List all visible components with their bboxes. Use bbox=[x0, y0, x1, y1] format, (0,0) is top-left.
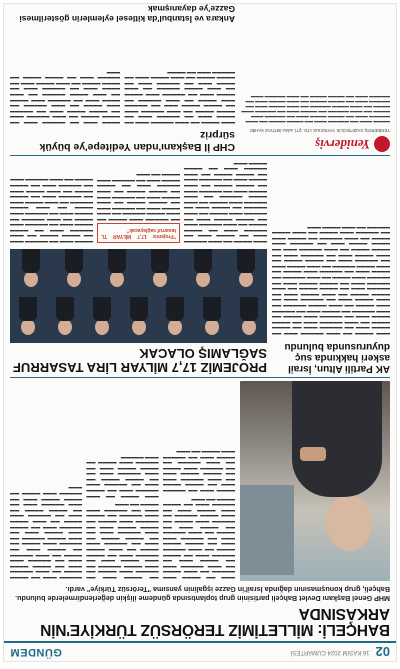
text-column: ▬▬▬ ▬▬▬▬ ▬▬ ▬▬▬ ▬▬▬▬▬ ▬▬▬ ▬▬ ▬▬▬▬ ▬▬▬ ▬▬ ▬▬▬▬▬ ▬▬▬ ▬▬ ▬▬▬▬ ▬▬▬▬ ▬▬ ▬▬▬ ▬▬▬▬▬ ▬▬▬ ▬▬ ▬▬▬▬ ▬▬▬▬ ▬▬▬ ▬▬ ▬▬▬▬▬ ▬▬▬ ▬▬▬▬ ▬▬ ▬▬▬ ▬▬▬▬▬ ▬▬ ▬▬▬▬ ▬▬▬ ▬▬ ▬▬▬▬▬ ▬▬▬ ▬▬▬▬ ▬▬ ▬▬▬ ▬▬▬▬ ▬▬▬▬▬ ▬▬ ▬▬▬ ▬▬▬▬ ▬▬▬ ▬▬ ▬▬▬▬▬ ▬▬▬ ▬▬ ▬▬▬▬ ▬▬▬▬ ▬▬ ▬▬▬ ▬▬▬▬ ▬▬▬ ▬▬ ▬▬▬▬▬ ▬▬▬ ▬▬ ▬▬▬▬ bbox=[124, 70, 235, 126]
text-column: "Projemiz 17,7 MİLYAR TL tasarruf sağlayacak" ▬▬ ▬▬▬▬▬ ▬▬▬ ▬▬▬▬ ▬▬ ▬▬▬ ▬▬▬▬ ▬▬▬▬▬ ▬▬ ▬▬▬ ▬▬▬▬ ▬▬▬ ▬▬ ▬▬▬▬▬ ▬▬▬ ▬▬ ▬▬▬▬ ▬▬▬▬ ▬▬ ▬▬▬ ▬▬▬▬ ▬▬▬ ▬▬ ▬▬▬▬▬ ▬▬▬ ▬▬ ▬▬▬▬ ▬▬▬▬ ▬▬ ▬▬▬ ▬▬▬▬▬ ▬▬▬ ▬▬ ▬▬▬▬ ▬▬▬▬ ▬▬▬ ▬▬ ▬▬▬▬▬ ▬▬▬ ▬▬▬▬ ▬▬ ▬▬▬ bbox=[97, 159, 180, 245]
side-story-body: ▬▬▬ ▬▬▬▬ ▬▬ ▬▬▬ ▬▬▬▬▬ ▬▬▬ ▬▬ ▬▬▬▬ ▬▬▬ ▬▬ ▬▬▬▬▬ ▬▬▬ ▬▬ ▬▬▬▬ ▬▬▬▬ ▬▬ ▬▬▬ ▬▬▬▬▬ ▬▬▬ ▬▬ ▬▬▬▬ ▬▬▬▬ ▬▬▬ ▬▬ ▬▬▬▬▬ ▬▬▬ ▬▬▬▬ ▬▬ ▬▬▬ ▬▬▬▬▬ ▬▬ ▬▬▬▬ ▬▬▬ ▬▬ ▬▬▬▬▬ ▬▬▬ ▬▬▬▬ ▬▬ ▬▬▬ ▬▬▬▬ ▬▬▬▬▬ ▬▬ ▬▬▬ ▬▬▬▬ ▬▬▬ ▬▬ ▬▬▬▬▬ ▬▬▬ ▬▬ ▬▬▬▬ ▬▬▬▬ ▬▬ ▬▬▬ ▬▬▬▬ ▬▬▬ ▬▬ ▬▬▬▬▬ ▬▬▬ ▬▬ ▬▬▬▬ ▬▬▬▬ ▬▬ ▬▬▬ ▬▬▬▬▬ ▬▬▬ ▬▬ ▬▬▬▬ ▬▬▬▬ ▬▬▬ ▬▬ ▬▬▬▬▬ ▬▬▬ ▬▬▬▬ ▬▬ ▬▬▬ ▬▬▬▬▬ ▬▬ ▬▬▬▬ ▬▬▬ ▬▬ ▬▬▬▬▬ ▬▬▬ ▬▬▬▬ ▬▬ ▬▬▬ ▬▬▬▬ ▬▬▬▬▬ ▬▬ ▬▬▬ ▬▬▬▬ ▬▬▬ ▬▬ ▬▬▬▬▬ ▬▬▬ ▬▬ ▬▬▬▬ ▬▬▬▬ ▬▬ ▬▬▬ ▬▬▬▬ ▬▬▬ ▬▬ ▬▬▬▬▬ ▬▬▬ ▬▬ ▬▬▬▬ ▬▬▬▬ ▬▬ ▬▬▬ ▬▬▬▬▬ ▬▬▬ ▬▬ ▬▬▬▬ ▬▬▬▬ ▬▬▬ ▬▬ ▬▬▬▬▬ ▬▬▬ ▬▬▬▬ ▬▬ ▬▬▬ ▬▬▬▬▬ ▬▬ ▬▬▬▬ ▬▬▬ ▬▬ ▬▬▬▬▬ ▬▬▬ ▬▬▬▬ ▬▬ ▬▬▬ ▬▬▬▬ ▬▬▬▬▬ ▬▬ ▬▬▬ ▬▬▬▬ ▬▬▬ bbox=[272, 225, 390, 337]
bottom-story-columns bbox=[10, 26, 235, 126]
lead-deck: MHP Genel Başkanı Devlet Bahçeli partisinin grup toplantısında gündeme ilişkin değerlendirmelerde bulundu. Bahçeli, grup konuşmasının dağında İsrail'in Gazze işgalinin yansıma "Terörsüz Türkiye" vardı. bbox=[15, 585, 390, 603]
masthead-bar bbox=[4, 641, 396, 661]
bottom-section bbox=[4, 4, 396, 152]
highlight-box bbox=[97, 223, 180, 243]
lead-headline: BAHÇELİ: MİLLETİMİZ TERÖRSÜZ TÜRKİYE'NİN ARKASINDA bbox=[40, 605, 390, 638]
text-column: ▬▬▬ ▬▬▬▬ ▬▬ ▬▬▬ ▬▬▬▬▬ ▬▬▬ ▬▬ ▬▬▬▬ ▬▬▬ ▬▬ ▬▬▬▬▬ ▬▬▬ ▬▬ ▬▬▬▬ ▬▬▬▬ ▬▬ ▬▬▬ ▬▬▬▬▬ ▬▬▬ ▬▬ ▬▬▬▬ ▬▬▬▬ ▬▬▬ ▬▬ ▬▬▬▬▬ ▬▬▬ ▬▬▬▬ ▬▬ ▬▬▬ ▬▬▬▬▬ ▬▬ ▬▬▬▬ ▬▬▬ ▬▬ ▬▬▬▬▬ ▬▬▬ ▬▬▬▬ ▬▬ ▬▬▬ ▬▬▬▬ ▬▬▬▬▬ ▬▬ ▬▬▬ ▬▬▬▬ ▬▬▬ ▬▬ ▬▬▬▬▬ ▬▬▬ ▬▬ ▬▬▬▬ ▬▬▬▬ ▬▬ ▬▬▬ ▬▬▬▬ ▬▬▬ ▬▬ ▬▬▬▬▬ ▬▬▬ ▬▬ ▬▬▬▬ ▬▬▬▬ ▬▬ ▬▬▬ ▬▬▬▬▬ ▬▬▬ ▬▬ ▬▬▬▬ ▬▬▬▬ ▬▬▬ bbox=[184, 161, 267, 245]
center-story-headline: PROJEMİZ 17,7 MİLYAR LİRA TASARRUF SAĞLAMIŞ OLACAK bbox=[12, 346, 267, 375]
lead-text-columns bbox=[10, 381, 235, 581]
middle-section bbox=[4, 159, 396, 374]
publisher-logo bbox=[240, 136, 390, 152]
side-story-headline: AK Partili Altun, İsrail askeri hakkında suç duyurusunda bulundu bbox=[284, 341, 390, 374]
logo-wordmark: Yeniderviş bbox=[315, 137, 370, 152]
divider bbox=[10, 155, 390, 156]
issue-date: 16 KASIM 2024 CUMARTESİ bbox=[290, 649, 370, 655]
side-story bbox=[272, 159, 390, 374]
highlight-box-title: "Projemiz 17,7 MİLYAR TL tasarruf sağlayacak" bbox=[101, 227, 176, 239]
center-story-columns bbox=[10, 159, 267, 245]
text-column: ▬▬ ▬▬▬▬ ▬▬▬ ▬▬ ▬▬▬▬▬ ▬▬▬ ▬▬▬▬ ▬▬ ▬▬▬ ▬▬▬▬ ▬▬▬▬▬ ▬▬ ▬▬▬ ▬▬▬▬ ▬▬▬ ▬▬ ▬▬▬▬▬ ▬▬▬ ▬▬ ▬▬▬▬ ▬▬▬▬ ▬▬ ▬▬▬ ▬▬▬▬ ▬▬▬ ▬▬ ▬▬▬▬▬ ▬▬▬ ▬▬ ▬▬▬▬ ▬▬▬▬ ▬▬ ▬▬▬ ▬▬▬▬▬ ▬▬▬ ▬▬ ▬▬▬▬ ▬▬▬▬ ▬▬▬ ▬▬ ▬▬▬▬▬ ▬▬▬ ▬▬▬▬ ▬▬ ▬▬▬ ▬▬▬▬▬ ▬▬ ▬▬▬▬ ▬▬▬ ▬▬ ▬▬▬▬▬ ▬▬▬ ▬▬▬▬ ▬▬ ▬▬▬ ▬▬▬ ▬▬▬▬ ▬▬ ▬▬▬ ▬▬▬▬▬ ▬▬▬ ▬▬ ▬▬▬▬ ▬▬▬ ▬▬ ▬▬▬▬▬ ▬▬▬ ▬▬ ▬▬▬▬ ▬▬▬▬ ▬▬ ▬▬▬ ▬▬▬▬▬ ▬▬▬ ▬▬ ▬▬▬▬ ▬▬▬▬ ▬▬▬ ▬▬ ▬▬▬▬▬ ▬▬▬ ▬▬▬▬ ▬▬ ▬▬▬ ▬▬▬▬▬ bbox=[86, 455, 159, 581]
lead-body bbox=[4, 381, 396, 581]
center-story bbox=[10, 159, 267, 374]
text-column: ▬▬▬▬▬ ▬▬▬ ▬▬ ▬▬▬▬ ▬▬▬▬ ▬▬ ▬▬▬ ▬▬▬▬▬ ▬▬▬ ▬▬ ▬▬▬▬ ▬▬▬▬ ▬▬▬ ▬▬ ▬▬▬▬▬ ▬▬▬ ▬▬▬▬ ▬▬ ▬▬▬ ▬▬▬▬▬ ▬▬ ▬▬▬▬ ▬▬▬ ▬▬ ▬▬▬▬▬ ▬▬▬ ▬▬▬▬ ▬▬ ▬▬▬ ▬▬▬▬ ▬▬▬▬▬ ▬▬ ▬▬▬ ▬▬▬▬ ▬▬▬ ▬▬ ▬▬▬▬▬ ▬▬▬ ▬▬ ▬▬▬▬ ▬▬▬▬ ▬▬ ▬▬▬ ▬▬▬▬ ▬▬▬ ▬▬ ▬▬▬▬▬ ▬▬▬ ▬▬ ▬▬▬▬ ▬▬▬▬ ▬▬ ▬▬▬ ▬▬▬▬▬ ▬▬▬ ▬▬ ▬▬▬▬ ▬▬▬▬ ▬▬▬ ▬▬ ▬▬▬▬▬ ▬▬▬ ▬▬▬▬ ▬▬ ▬▬▬ bbox=[10, 486, 83, 581]
text-column: ▬▬▬▬ ▬▬▬ ▬▬ ▬▬▬▬▬ ▬▬▬ ▬▬ ▬▬▬▬ ▬▬▬▬ ▬▬ ▬▬▬ ▬▬▬▬▬ ▬▬▬ ▬▬ ▬▬▬▬ ▬▬▬▬ ▬▬▬ ▬▬ ▬▬▬▬▬ ▬▬▬ ▬▬▬▬ ▬▬ ▬▬▬ ▬▬▬▬▬ ▬▬ ▬▬▬▬ ▬▬▬ ▬▬ ▬▬▬▬▬ ▬▬▬ ▬▬▬▬ ▬▬ ▬▬▬ ▬▬▬▬ ▬▬▬▬▬ ▬▬ ▬▬▬ ▬▬▬▬ ▬▬▬ ▬▬ ▬▬▬▬▬ ▬▬▬ ▬▬ ▬▬▬▬ ▬▬▬▬ ▬▬ ▬▬▬ ▬▬▬▬ ▬▬▬ ▬▬ ▬▬▬▬▬ ▬▬▬ ▬▬ ▬▬▬▬ ▬▬▬▬ ▬▬ ▬▬▬ bbox=[10, 70, 121, 126]
logo-mark-icon bbox=[374, 136, 390, 152]
bottom-story-headline: CHP İl Başkanı'ndan Yeditepe'ye büyük sürpriz bbox=[39, 129, 235, 153]
imprint-text: YENİDERVİŞ GAZETECİLİK YAYINCILIK LTD. ŞTİ. adına İMTİYAZ SAHİBİ bbox=[250, 128, 390, 133]
divider bbox=[10, 377, 390, 378]
group-photo bbox=[10, 249, 267, 343]
newspaper-page bbox=[4, 4, 396, 661]
text-column: ▬▬▬▬ ▬▬▬ ▬▬ ▬▬▬▬▬ ▬▬▬ ▬▬ ▬▬▬▬ ▬▬▬▬ ▬▬ ▬▬▬ ▬▬▬▬▬ ▬▬▬ ▬▬ ▬▬▬▬ ▬▬▬▬ ▬▬▬ ▬▬ ▬▬▬▬▬ ▬▬▬ ▬▬▬▬ ▬▬ ▬▬▬ ▬▬▬▬▬ ▬▬ ▬▬▬▬ ▬▬▬ ▬▬ ▬▬▬▬▬ ▬▬▬ ▬▬▬▬ ▬▬ ▬▬▬ ▬▬▬▬ ▬▬▬▬▬ ▬▬ ▬▬▬ ▬▬▬▬ ▬▬▬ ▬▬ ▬▬▬▬▬ ▬▬▬ ▬▬ ▬▬▬▬ ▬▬▬▬ ▬▬ ▬▬▬ ▬▬▬▬ ▬▬▬ ▬▬ ▬▬▬▬▬ ▬▬▬ ▬▬ ▬▬▬▬ ▬▬▬▬ ▬▬ ▬▬▬ ▬▬▬▬▬ ▬▬▬ bbox=[10, 178, 93, 245]
page-number: 02 bbox=[375, 644, 390, 660]
text-column: ▬▬▬ ▬▬ ▬▬▬▬ ▬▬▬ ▬▬▬▬▬ ▬▬ ▬▬▬ ▬▬▬▬ ▬▬ ▬▬▬ ▬▬▬▬▬ ▬▬▬ ▬▬ ▬▬▬▬ ▬▬▬ ▬▬ ▬▬▬▬▬ ▬▬▬ ▬▬ ▬▬▬▬ ▬▬▬▬ ▬▬ ▬▬▬ ▬▬▬▬▬ ▬▬▬ ▬▬ ▬▬▬▬ ▬▬▬▬ ▬▬▬ ▬▬ ▬▬▬▬▬ ▬▬▬ ▬▬▬▬ ▬▬ ▬▬▬ ▬▬▬▬▬ ▬▬ ▬▬▬▬ ▬▬▬ ▬▬ ▬▬▬▬▬ ▬▬▬ ▬▬▬▬ ▬▬ ▬▬▬ ▬▬▬▬ ▬▬▬▬▬ ▬▬ ▬▬▬ ▬▬▬▬ ▬▬▬ ▬▬ ▬▬▬▬▬ ▬▬▬ ▬▬ ▬▬▬▬ ▬▬▬▬ ▬▬ ▬▬▬ ▬▬▬▬ ▬▬▬ ▬▬ ▬▬▬▬▬ ▬▬▬ ▬▬ ▬▬▬▬ ▬▬▬▬ ▬▬ ▬▬▬ ▬▬▬▬▬ ▬▬▬ ▬▬ ▬▬▬▬ ▬▬▬▬ ▬▬▬ ▬▬ ▬▬▬▬▬ ▬▬▬ ▬▬▬▬ ▬▬ ▬▬▬ ▬▬▬▬▬ ▬▬ ▬▬▬▬ ▬▬▬ ▬▬ ▬▬▬▬▬ ▬▬▬ ▬▬▬▬ ▬▬ ▬▬▬ bbox=[162, 449, 235, 581]
section-label: GÜNDEM bbox=[10, 646, 62, 658]
imprint-details: ▬▬▬▬ ▬▬▬ ▬▬ ▬▬▬▬▬ ▬▬▬ ▬▬ ▬▬▬▬ ▬▬▬▬ ▬▬ ▬▬▬ ▬▬▬▬▬ ▬▬▬ ▬▬ ▬▬▬▬ ▬▬▬▬ ▬▬▬ ▬▬ ▬▬▬▬▬ ▬▬▬ ▬▬▬▬ ▬▬ ▬▬▬ ▬▬▬▬▬ ▬▬ ▬▬▬▬ ▬▬▬ ▬▬ ▬▬▬▬▬ ▬▬▬ ▬▬▬▬ ▬▬ ▬▬▬ ▬▬▬▬ ▬▬▬▬▬ ▬▬ ▬▬▬ ▬▬▬▬ ▬▬▬ ▬▬ ▬▬▬▬▬ ▬▬▬ ▬▬ ▬▬▬▬ ▬▬▬▬ ▬▬ ▬▬▬ ▬▬▬▬ ▬▬▬ ▬▬ ▬▬▬▬▬ ▬▬▬ ▬▬ ▬▬▬▬ ▬▬▬▬ ▬▬ ▬▬▬ ▬▬▬▬▬ ▬▬▬ bbox=[241, 95, 390, 125]
bottom-stories bbox=[10, 4, 235, 152]
lead-photo bbox=[240, 381, 390, 581]
bottom-story2-headline: Ankara ve İstanbul'da kitlesel eylemlerin gösterilmesi Gazze'ye dayanışmak bbox=[19, 4, 235, 24]
publisher-block bbox=[240, 4, 390, 152]
